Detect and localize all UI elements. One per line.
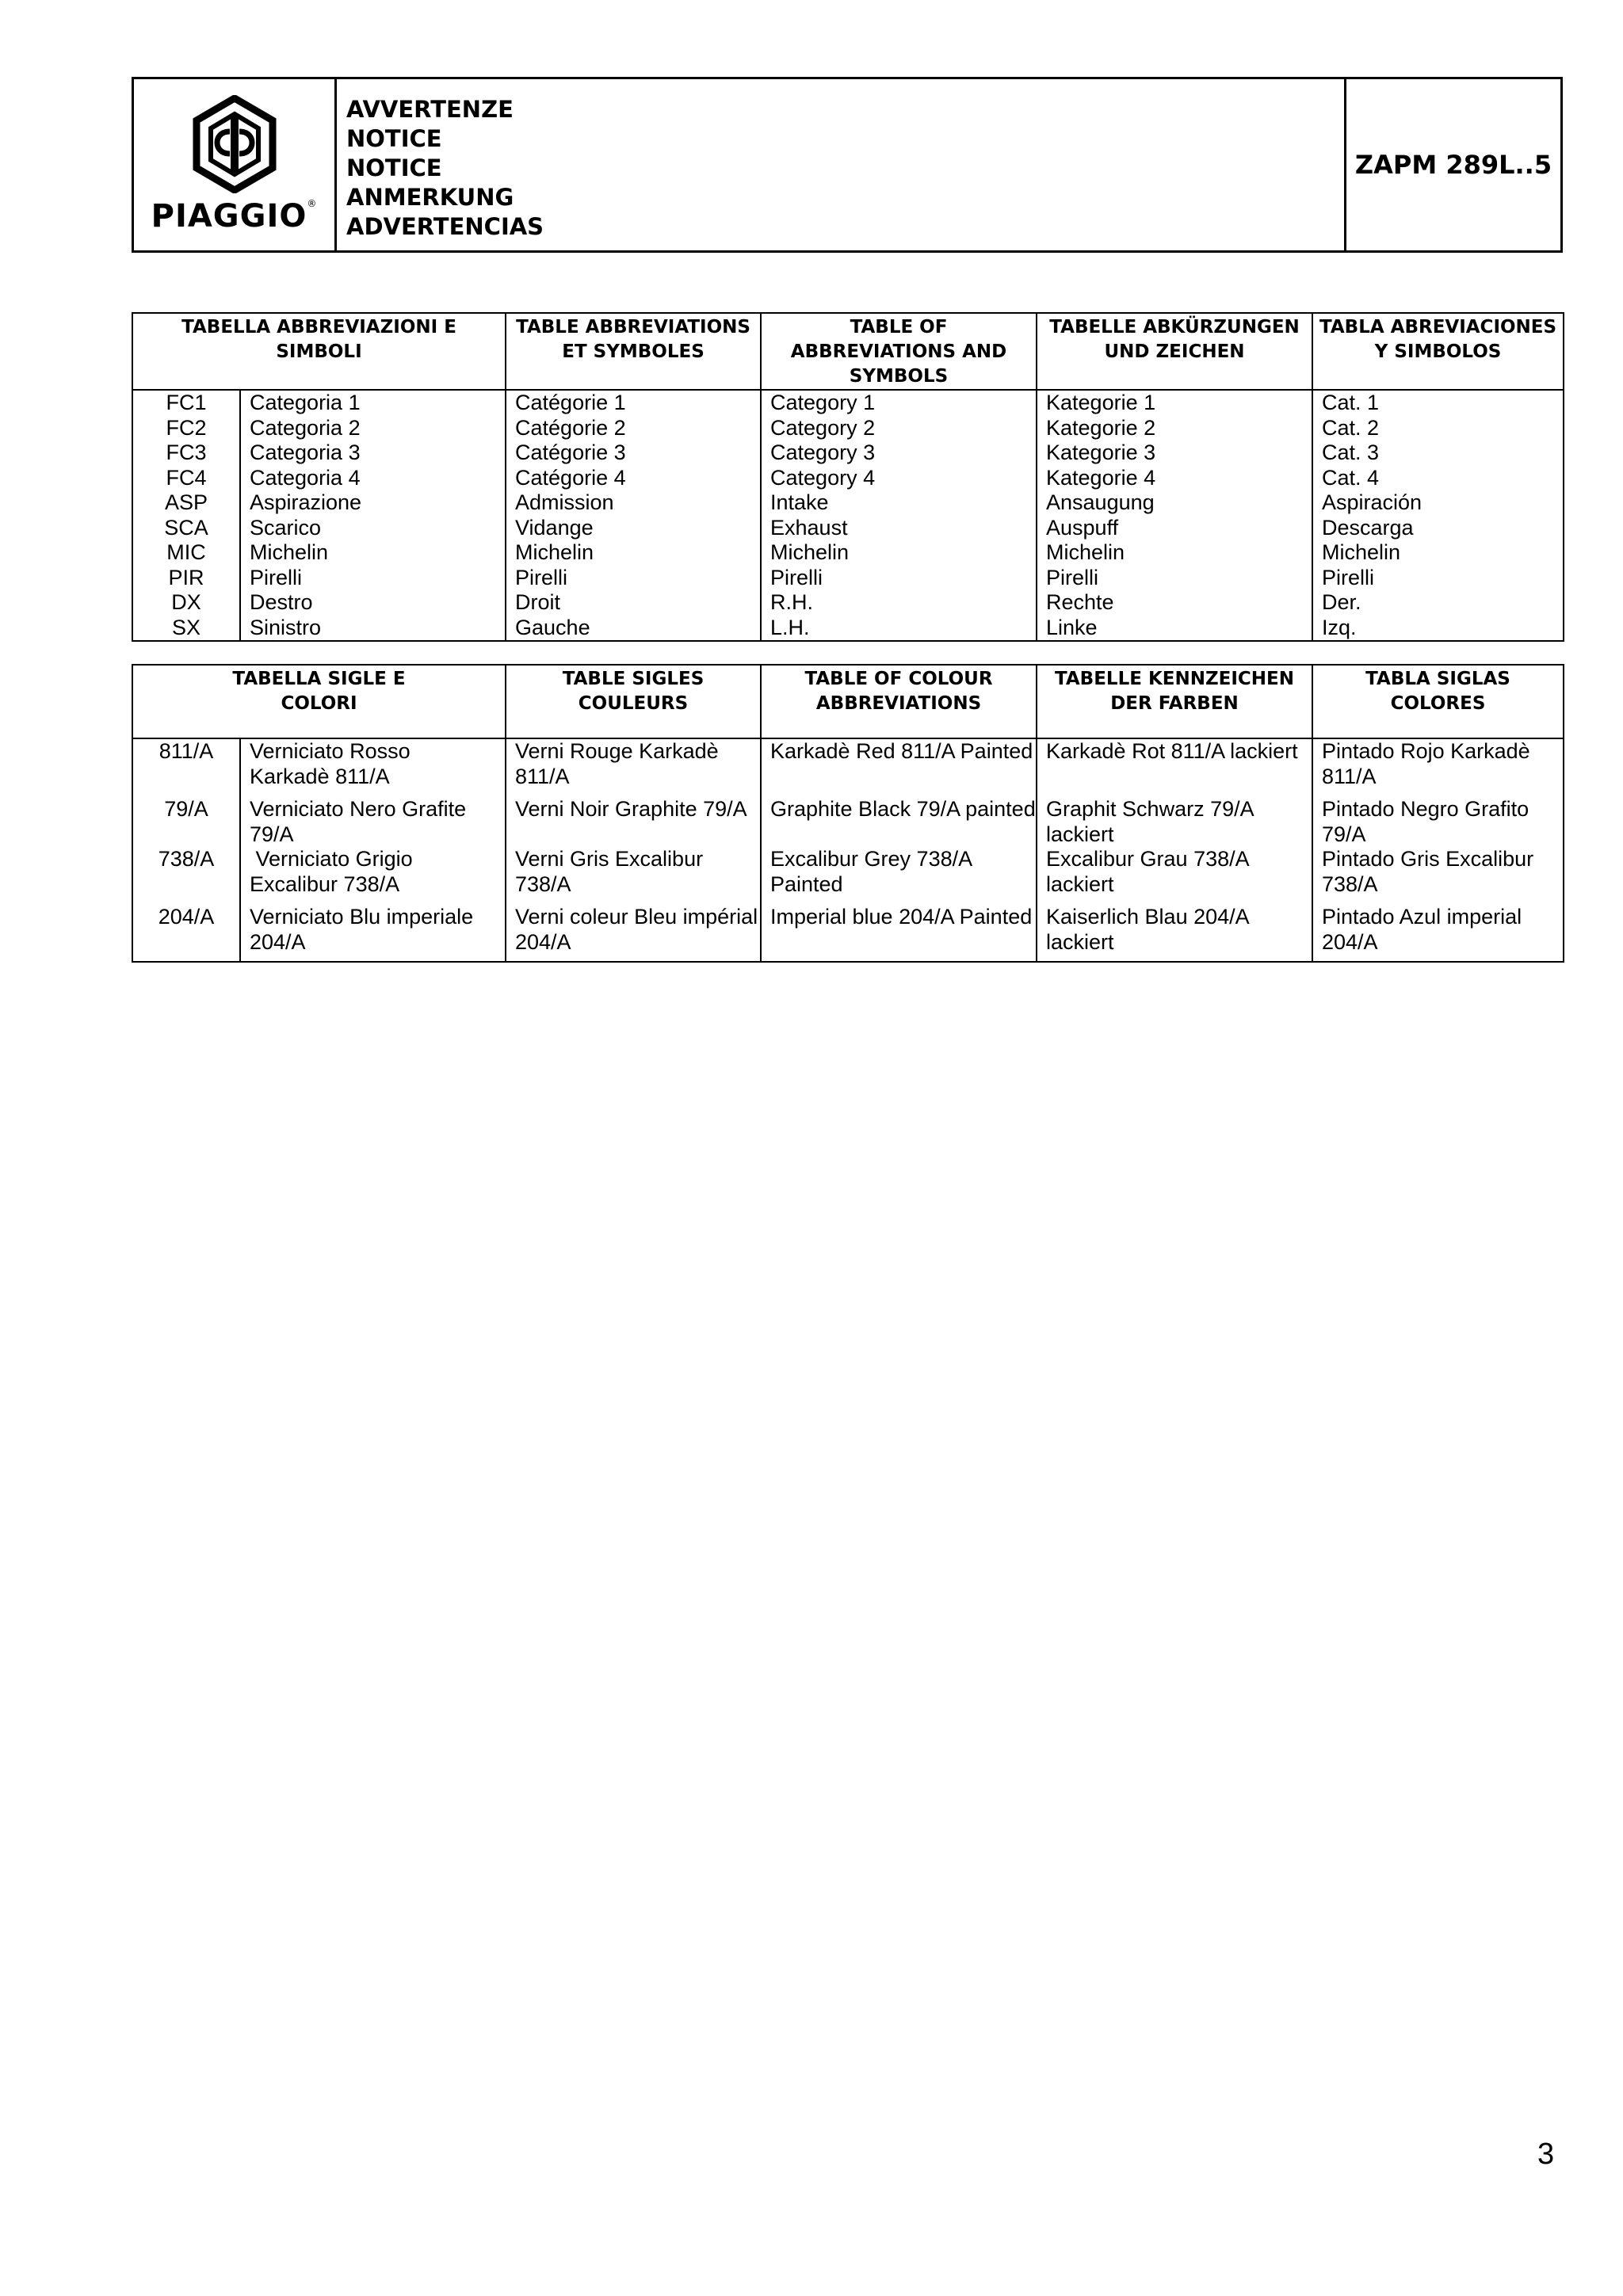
table-cell: ASP [132, 490, 240, 516]
table-cell: Category 3 [761, 441, 1037, 466]
table-row [132, 566, 1564, 591]
table-cell: Pirelli [1312, 566, 1564, 591]
table-cell: Categoria 1 [240, 390, 506, 416]
column-header: TABLE OF COLOUR ABBREVIATIONS [761, 665, 1037, 738]
table-cell: Cat. 4 [1312, 466, 1564, 491]
table-cell: Kategorie 4 [1037, 466, 1312, 491]
table-cell: Michelin [1312, 540, 1564, 566]
table-cell: Pintado Azul imperial 204/A [1312, 897, 1564, 962]
header-titles [337, 79, 1346, 250]
table-cell: Izq. [1312, 616, 1564, 642]
table-cell: Categoria 3 [240, 441, 506, 466]
table-header-row [132, 665, 1564, 738]
table-cell: Category 4 [761, 466, 1037, 491]
table-cell: 738/A [132, 847, 240, 897]
table-cell: Catégorie 1 [506, 390, 761, 416]
table-cell: Kategorie 1 [1037, 390, 1312, 416]
column-header: TABLA SIGLAS COLORES [1312, 665, 1564, 738]
table-row [132, 390, 1564, 416]
table-cell: Cat. 1 [1312, 390, 1564, 416]
table-row [132, 616, 1564, 642]
table-cell: Cat. 3 [1312, 441, 1564, 466]
table-row [132, 797, 1564, 847]
table-cell: Linke [1037, 616, 1312, 642]
table-row [132, 847, 1564, 897]
column-header: TABELLE ABKÜRZUNGEN UND ZEICHEN [1037, 313, 1312, 390]
table-header-row [132, 313, 1564, 390]
header-title-it: AVVERTENZE [346, 96, 514, 123]
table-cell: Intake [761, 490, 1037, 516]
table-cell: Categoria 2 [240, 416, 506, 441]
table-cell: Karkadè Red 811/A Painted [761, 738, 1037, 797]
header-title-en: NOTICE [346, 154, 442, 181]
table-cell: Excalibur Grey 738/A Painted [761, 847, 1037, 897]
document-header [132, 77, 1563, 253]
table-cell: Verni Gris Excalibur 738/A [506, 847, 761, 897]
table-cell: Verni coleur Bleu impérial 204/A [506, 897, 761, 962]
table-cell: Pirelli [1037, 566, 1312, 591]
table-row [132, 738, 1564, 797]
column-header: TABELLE KENNZEICHEN DER FARBEN [1037, 665, 1312, 738]
table-row [132, 466, 1564, 491]
table-cell: Imperial blue 204/A Painted [761, 897, 1037, 962]
table-cell: Catégorie 2 [506, 416, 761, 441]
column-header: TABLA ABREVIACIONES Y SIMBOLOS [1312, 313, 1564, 390]
header-title-fr: NOTICE [346, 125, 442, 152]
table-cell: Verni Rouge Karkadè 811/A [506, 738, 761, 797]
logo-cell [134, 79, 337, 250]
table-cell: Aspiración [1312, 490, 1564, 516]
table-cell: Catégorie 3 [506, 441, 761, 466]
table-cell: FC2 [132, 416, 240, 441]
table-cell: Auspuff [1037, 516, 1312, 541]
table-cell: Michelin [240, 540, 506, 566]
table-row [132, 590, 1564, 616]
table-cell: Gauche [506, 616, 761, 642]
column-header: TABELLA ABBREVIAZIONI E SIMBOLI [132, 313, 506, 390]
table-cell: Cat. 2 [1312, 416, 1564, 441]
table-cell: Vidange [506, 516, 761, 541]
table-cell: Pintado Gris Excalibur 738/A [1312, 847, 1564, 897]
table-cell: SCA [132, 516, 240, 541]
abbreviations-table [132, 312, 1564, 642]
table-cell: Pirelli [506, 566, 761, 591]
document-code: ZAPM 289L..5 [1354, 150, 1552, 180]
brand-name: PIAGGIO® [151, 198, 318, 235]
table-cell: Admission [506, 490, 761, 516]
table-cell: 811/A [132, 738, 240, 797]
table-row [132, 416, 1564, 441]
table-cell: Category 1 [761, 390, 1037, 416]
table-cell: Der. [1312, 590, 1564, 616]
table-cell: Verniciato Blu imperiale 204/A [240, 897, 506, 962]
table-cell: Catégorie 4 [506, 466, 761, 491]
table-cell: DX [132, 590, 240, 616]
table-cell: Kaiserlich Blau 204/A lackiert [1037, 897, 1312, 962]
table-cell: Pintado Rojo Karkadè 811/A [1312, 738, 1564, 797]
table-cell: Aspirazione [240, 490, 506, 516]
table-cell: Kategorie 2 [1037, 416, 1312, 441]
column-header: TABLE ABBREVIATIONS ET SYMBOLES [506, 313, 761, 390]
table-cell: Verni Noir Graphite 79/A [506, 797, 761, 847]
table-cell: Karkadè Rot 811/A lackiert [1037, 738, 1312, 797]
table-cell: Pirelli [240, 566, 506, 591]
table-row [132, 516, 1564, 541]
table-cell: Pirelli [761, 566, 1037, 591]
column-header: TABLE OF ABBREVIATIONS AND SYMBOLS [761, 313, 1037, 390]
table-cell: Excalibur Grau 738/A lackiert [1037, 847, 1312, 897]
colour-abbreviations-table [132, 664, 1564, 963]
table-cell: Verniciato Rosso Karkadè 811/A [240, 738, 506, 797]
table-cell: Kategorie 3 [1037, 441, 1312, 466]
table-cell: Michelin [761, 540, 1037, 566]
table-cell: Destro [240, 590, 506, 616]
table-cell: 79/A [132, 797, 240, 847]
table-cell: Michelin [1037, 540, 1312, 566]
table-cell: Sinistro [240, 616, 506, 642]
table-cell: SX [132, 616, 240, 642]
header-title-es: ADVERTENCIAS [346, 213, 544, 240]
table-row [132, 540, 1564, 566]
table-cell: FC3 [132, 441, 240, 466]
column-header: TABLE SIGLES COULEURS [506, 665, 761, 738]
table-row [132, 441, 1564, 466]
table-cell: PIR [132, 566, 240, 591]
table-cell: Graphite Black 79/A painted [761, 797, 1037, 847]
table-cell: MIC [132, 540, 240, 566]
table-cell: FC4 [132, 466, 240, 491]
table-cell: Verniciato Grigio Excalibur 738/A [240, 847, 506, 897]
table-cell: Descarga [1312, 516, 1564, 541]
table-row [132, 490, 1564, 516]
table-cell: Graphit Schwarz 79/A lackiert [1037, 797, 1312, 847]
table-cell: Categoria 4 [240, 466, 506, 491]
header-title-de: ANMERKUNG [346, 184, 514, 211]
table-cell: Scarico [240, 516, 506, 541]
table-cell: R.H. [761, 590, 1037, 616]
table-cell: Exhaust [761, 516, 1037, 541]
table-cell: Pintado Negro Grafito 79/A [1312, 797, 1564, 847]
table-cell: L.H. [761, 616, 1037, 642]
table-cell: Droit [506, 590, 761, 616]
table-cell: Verniciato Nero Grafite 79/A [240, 797, 506, 847]
page-number: 3 [1537, 2138, 1555, 2171]
table-row [132, 897, 1564, 962]
piaggio-logo-icon [190, 95, 279, 193]
table-cell: FC1 [132, 390, 240, 416]
table-cell: 204/A [132, 897, 240, 962]
column-header: TABELLA SIGLE E COLORI [132, 665, 506, 738]
table-cell: Category 2 [761, 416, 1037, 441]
table-cell: Ansaugung [1037, 490, 1312, 516]
table-cell: Michelin [506, 540, 761, 566]
table-cell: Rechte [1037, 590, 1312, 616]
